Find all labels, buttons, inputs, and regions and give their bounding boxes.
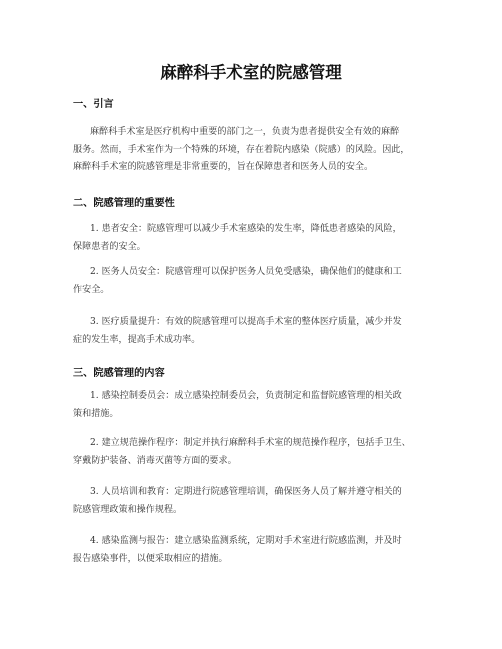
content-item-staff-training xyxy=(73,484,435,519)
paragraph-line: 3. 医疗质量提升：有效的院感管理可以提高手术室的整体医疗质量，减少并发 xyxy=(90,317,402,327)
section-heading-introduction: 一、引言 xyxy=(73,99,114,110)
paragraph-line: 保障患者的安全。 xyxy=(73,241,146,252)
paragraph-line: 麻醉科手术室是医疗机构中重要的部门之一，负责为患者提供安全有效的麻醉 xyxy=(90,127,400,137)
content-item-infection-monitoring xyxy=(73,533,435,568)
paragraph-line: 2. 建立规范操作程序：制定并执行麻醉科手术室的规范操作程序，包括手卫生、 xyxy=(90,438,411,448)
section-heading-content: 三、院感管理的内容 xyxy=(73,368,165,379)
paragraph-line: 4. 感染监测与报告：建立感染监测系统，定期对手术室进行院感监测，并及时 xyxy=(90,536,402,546)
paragraph-line: 作安全。 xyxy=(73,284,110,295)
importance-item-patient-safety xyxy=(73,221,435,256)
paragraph-line: 服务。然而，手术室作为一个特殊的环境，存在着院内感染（院感）的风险。因此， xyxy=(73,144,410,155)
paragraph-line: 1. 患者安全：院感管理可以减少手术室感染的发生率，降低患者感染的风险， xyxy=(90,224,402,234)
paragraph-line: 穿戴防护装备、消毒灭菌等方面的要求。 xyxy=(73,455,237,466)
content-item-infection-committee xyxy=(73,388,435,423)
paragraph-line: 症的发生率，提高手术成功率。 xyxy=(73,334,201,345)
importance-item-quality xyxy=(73,314,435,349)
paragraph-line: 策和措施。 xyxy=(73,408,119,419)
introduction-paragraph xyxy=(73,124,435,177)
paragraph-line: 2. 医务人员安全：院感管理可以保护医务人员免受感染，确保他们的健康和工 xyxy=(90,267,402,277)
document-title: 麻醉科手术室的院感管理 xyxy=(160,63,342,82)
paragraph-line: 报告感染事件，以便采取相应的措施。 xyxy=(73,553,228,564)
paragraph-line: 院感管理政策和操作规程。 xyxy=(73,504,183,515)
importance-item-staff-safety xyxy=(73,264,435,299)
paragraph-line: 3. 人员培训和教育：定期进行院感管理培训，确保医务人员了解并遵守相关的 xyxy=(90,487,402,497)
content-item-operating-procedures xyxy=(73,435,435,470)
paragraph-line: 1. 感染控制委员会：成立感染控制委员会，负责制定和监督院感管理的相关政 xyxy=(90,391,402,401)
section-heading-importance: 二、院感管理的重要性 xyxy=(73,198,175,209)
paragraph-line: 麻醉科手术室的院感管理是非常重要的，旨在保障患者和医务人员的安全。 xyxy=(73,162,374,172)
